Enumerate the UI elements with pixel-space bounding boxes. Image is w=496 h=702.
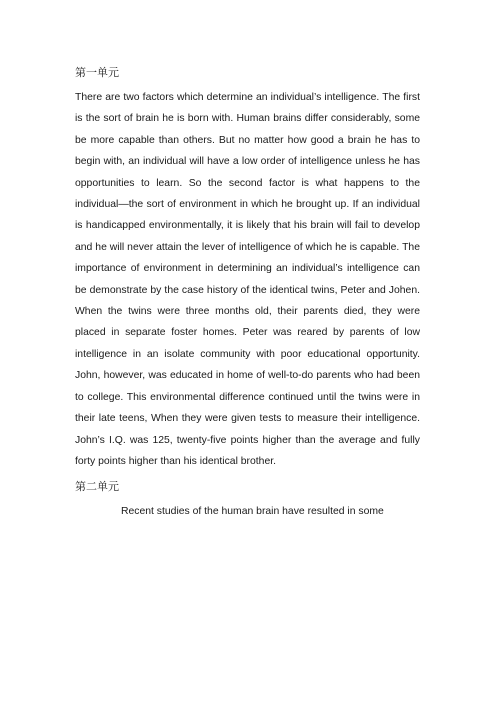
document-body [75,64,420,529]
unit-1-heading: 第一单元 [75,66,119,79]
unit-2-heading: 第二单元 [75,480,119,494]
unit-1-paragraph: There are two factors which determine an individual’s intelligence. The first is the sort of brain he is born with. Human brains differ considerably, some be more capable than others. But no matter how good a brain he has to begin with, an individual will have a low order of intelligence unless he has opportunities to learn. So the second factor is what happens to the individual—the sort of environment in which he brought up. If an individual is handicapped environmentally, it is likely that his brain will fail to develop and he will never attain the lever of intelligence of which he is capable. The importance of environment in determining an individual’s intelligence can be demonstrate by the case history of the identical twins, Peter and Johen. When the twins were three months old, their parents died, they were placed in separate foster homes. Peter was reared by parents of low intelligence in an isolate community with poor educational opportunity. John, however, was educated in home of well-to-do parents who had been to college. This environmental difference continued until the twins were in their late teens, When they were given tests to measure their intelligence. John’s I.Q. was 125, twenty-five points higher than the average and fully forty points higher than his identical brother. [75,92,420,467]
unit-2-paragraph: Recent studies of the human brain have resulted in some [121,506,384,518]
